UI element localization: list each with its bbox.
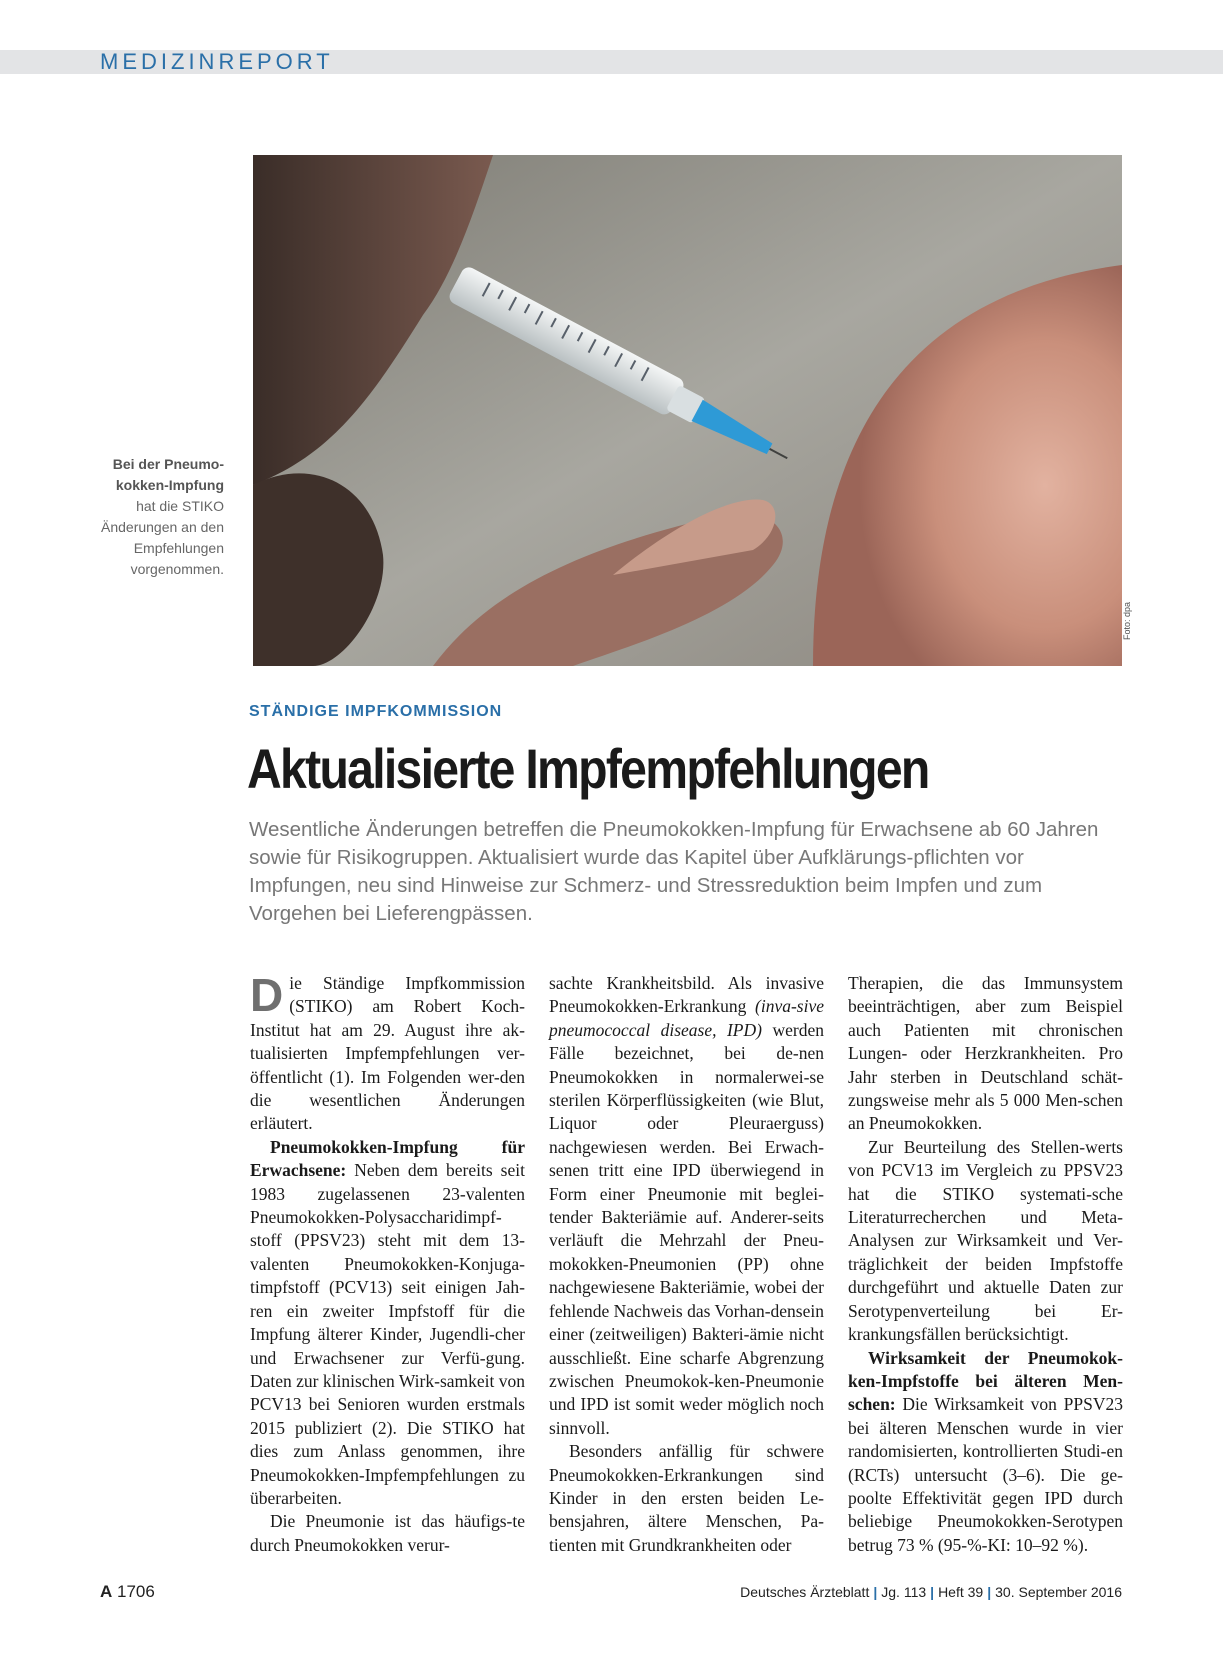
syringe-injection-photo: [253, 155, 1122, 666]
paragraph: Therapien, die das Immunsystem beeinträchtigen, aber zum Beispiel auch Patienten mit chronischen Lungen- oder Herzkrankheiten. Pro Jahr sterben in Deutschland schät-zungsweise mehr als 5 000 Men-schen an Pneumokokken.: [848, 973, 1123, 1134]
separator: |: [987, 1584, 992, 1600]
journal-date: 30. September 2016: [995, 1584, 1122, 1600]
paragraph: Pneumokokken-Impfung für Erwachsene: Neben dem bereits seit 1983 zugelassenen 23-valenten Pneumokokken-Polysaccharidimpf-stoff (PPSV23) steht mit dem 13-valenten Pneumokokken-Konjuga-timpfstoff (PCV13) seit einigen Jah-ren ein zweiter Impfstoff für die Impfung älterer Kinder, Jugendli-cher und Erwachsener zur Verfü-gung. Daten zur klinischen Wirk-samkeit von PCV13 bei Senioren wurden erstmals 2015 publiziert (2). Die STIKO hat dies zum Anlass genommen, ihre Pneumokokken-Impfempfehlungen zu überarbeiten.: [250, 1136, 526, 1508]
paragraph: Die Ständige Impfkommission (STIKO) am Robert Koch-Institut hat am 29. August ihre ak-tualisierten Impfempfehlungen ver-öffentlicht (1). Im Folgenden wer-den die wesentlichen Änderungen erläutert.: [250, 969, 525, 1134]
section-label: MEDIZINREPORT: [100, 49, 334, 74]
journal-issue: Heft 39: [938, 1584, 984, 1600]
separator: |: [873, 1584, 878, 1600]
paragraph: Zur Beurteilung des Stellen-werts von PCV13 im Vergleich zu PPSV23 hat die STIKO systemati-sche Literaturrecherchen und Meta-Analysen zur Wirksamkeit und Ver-träglichkeit der beiden Impfstoffe durchgeführt und aktuelle Daten zur Serotypenverteilung bei Er-krankungsfällen berücksichtigt.: [848, 1136, 1123, 1345]
page-number: A 1706: [100, 1582, 155, 1601]
drop-cap: D: [250, 969, 284, 1021]
article-column-3: [848, 972, 1123, 1557]
article-kicker: STÄNDIGE IMPFKOMMISSION: [249, 703, 503, 720]
journal-volume: Jg. 113: [881, 1584, 927, 1600]
photo-caption: [100, 454, 224, 580]
journal-name: Deutsches Ärzteblatt: [740, 1584, 870, 1600]
caption-text: hat die STIKO Änderungen an den Empfehlungen vorgenommen.: [101, 498, 224, 577]
separator: |: [930, 1584, 935, 1600]
caption-bold: Bei der Pneumo-kokken-Impfung: [112, 456, 224, 493]
article-lead: Wesentliche Änderungen betreffen die Pneumokokken-Impfung für Erwachsene ab 60 Jahren sowie für Risikogruppen. Aktualisiert wurde das Kapitel über Aufklärungs-pflichten vor Impfungen, neu sind Hinweise zur Schmerz- und Stressreduktion beim Impfen und zum Vorgehen bei Lieferengpässen.: [249, 818, 1099, 925]
article-column-2: [549, 972, 824, 1557]
article-title: Aktualisierte Impfempfehlungen: [247, 737, 929, 800]
paragraph: Die Pneumonie ist das häufigs-te durch Pneumokokken verur-: [250, 1511, 525, 1555]
photo-credit: Foto: dpa: [1122, 601, 1132, 640]
journal-info: [740, 1584, 1122, 1600]
article-column-1: [250, 969, 526, 1557]
paragraph: Besonders anfällig für schwere Pneumokokken-Erkrankungen sind Kinder in den ersten beiden Le-bensjahren, ältere Menschen, Pa-tienten mit Grundkrankheiten oder: [549, 1441, 824, 1555]
paragraph: sachte Krankheitsbild. Als invasive Pneumokokken-Erkrankung (inva-sive pneumococcal disease, IPD) werden Fälle bezeichnet, bei de-nen Pneumokokken in normalerwei-se sterilen Körperflüssigkeiten (wie Blut, Liquor oder Pleuraerguss) nachgewiesen werden. Bei Erwach-senen tritt eine IPD überwiegend in Form einer Pneumonie mit beglei-tender Bakteriämie auf. Anderer-seits verläuft die Mehrzahl der Pneu-mokokken-Pneumonien (PP) ohne nachgewiesene Bakteriämie, wobei der fehlende Nachweis das Vorhan-densein einer (zeitweiligen) Bakteri-ämie nicht ausschließt. Eine scharfe Abgrenzung zwischen Pneumokok-ken-Pneumonie und IPD ist somit weder möglich noch sinnvoll.: [549, 973, 824, 1438]
paragraph: Wirksamkeit der Pneumokok-ken-Impfstoffe bei älteren Men-schen: Die Wirksamkeit von PPSV23 bei älteren Menschen wurde in vier randomisierten, kontrollierten Studi-en (RCTs) untersucht (3–6). Die ge-poolte Effektivität gegen IPD durch beliebige Pneumokokken-Serotypen betrug 73 % (95-%-KI: 10–92 %).: [848, 1347, 1123, 1555]
